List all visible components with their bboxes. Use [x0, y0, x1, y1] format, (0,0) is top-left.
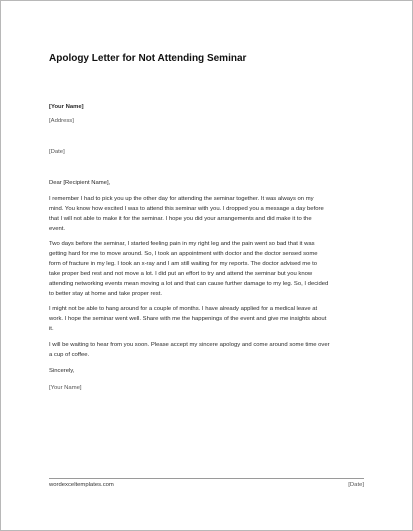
footer-divider: [49, 478, 364, 479]
sender-name: [Your Name]: [49, 104, 84, 110]
body-paragraph-4: [49, 340, 375, 360]
body-paragraph-3: [49, 304, 375, 334]
paragraph-line: a cup of coffee.: [49, 352, 90, 358]
body-paragraph-1: [49, 194, 375, 234]
salutation: Dear [Recipient Name],: [49, 180, 111, 186]
paragraph-line: that I will not able to make it for the seminar. I hope you did your arrangements and did make it to the: [49, 216, 312, 222]
sender-address: [Address]: [49, 118, 74, 124]
body-paragraph-2: [49, 239, 375, 299]
closing: Sincerely,: [49, 368, 75, 374]
paragraph-line: to better stay at home and take proper rest.: [49, 291, 162, 297]
paragraph-line: getting hard for me to move around. So, I took an appointment with doctor and the doctor sensed some: [49, 251, 318, 257]
paragraph-line: I will be waiting to hear from you soon. Please accept my sincere apology and come around some time over: [49, 342, 330, 348]
paragraph-line: I remember I had to pick you up the other day for attending the seminar together. It was always on my: [49, 196, 314, 202]
paragraph-line: I might not be able to hang around for a couple of months. I have already applied for a medical leave at: [49, 306, 318, 312]
paragraph-line: mind. You know how excited I was to attend this seminar with you. I dropped you a message a day before: [49, 206, 324, 212]
paragraph-line: work. I hope the seminar went well. Share with me the happenings of the event and give me insights about: [49, 316, 327, 322]
letter-title: Apology Letter for Not Attending Seminar: [49, 53, 247, 64]
paragraph-line: event.: [49, 226, 66, 232]
signature-name: [Your Name]: [49, 385, 82, 391]
footer-website: wordexceltemplates.com: [49, 482, 114, 488]
paragraph-line: take proper bed rest and not move a lot. I did put an effort to try and attend the seminar but you know: [49, 271, 313, 277]
paragraph-line: it.: [49, 326, 54, 332]
paragraph-line: Two days before the seminar, I started feeling pain in my right leg and the pain went so bad that it was: [49, 241, 315, 247]
letter-date: [Date]: [49, 149, 65, 155]
paragraph-line: attending networking events mean moving a lot and that can cause further damage to my leg. So, I decided: [49, 281, 329, 287]
footer-date: [Date]: [348, 482, 364, 488]
paragraph-line: form of fracture in my leg. I took an x-ray and I am still waiting for my reports. The doctor advised me to: [49, 261, 318, 267]
